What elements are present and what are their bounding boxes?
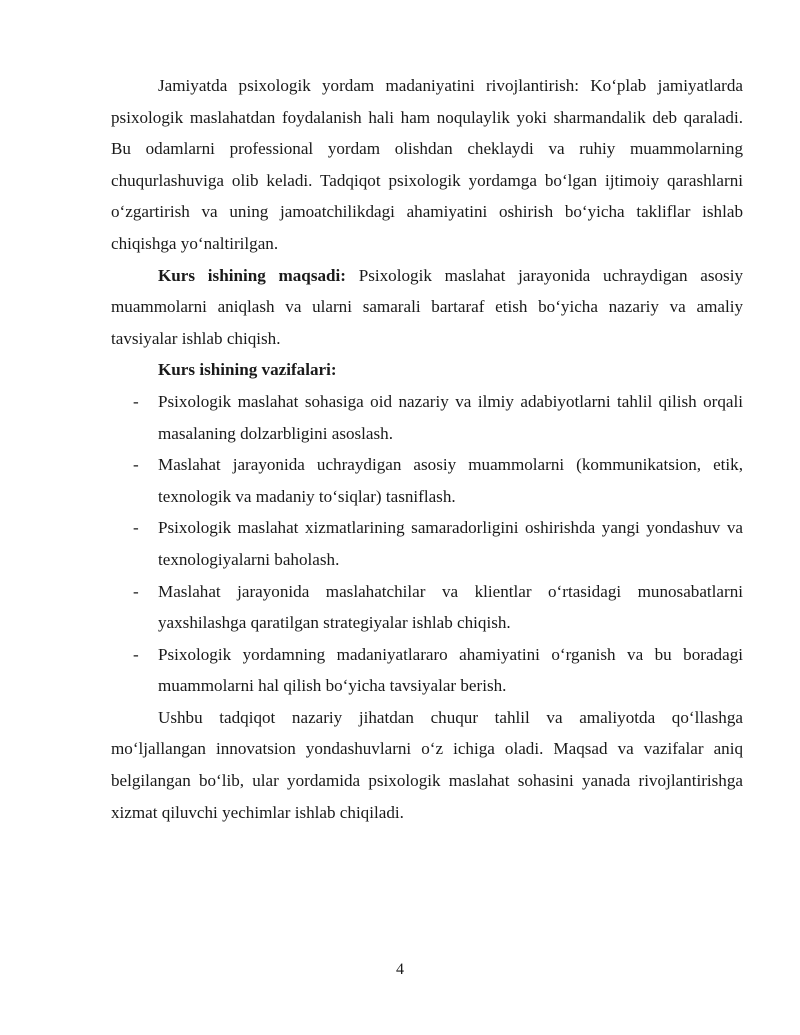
page-number: 4 [396,961,404,978]
list-item [111,639,743,702]
conclusion-paragraph: Ushbu tadqiqot nazariy jihatdan chuqur tahlil va amaliyotda qo‘llashga mo‘ljallangan innovatsion yondashuvlarni o‘z ichiga oladi. Maqsad va vazifalar aniq belgilangan bo‘lib, ular yordamida psixologik maslahat sohasini yanada rivojlantirishga xizmat qiluvchi yechimlar ishlab chiqiladi. [111,707,743,822]
tasks-heading: Kurs ishining vazifalari: [158,360,337,380]
list-bullet: - [133,518,139,538]
goal-label: Kurs ishining maqsadi: [158,265,346,285]
document-page [111,70,743,828]
goal-paragraph [111,260,743,355]
list-bullet: - [133,644,139,664]
task-text: Maslahat jarayonida maslahatchilar va klientlar o‘rtasidagi munosabatlarni yaxshilashga qaratilgan strategiyalar ishlab chiqish. [158,581,743,633]
list-item [111,449,743,512]
intro-paragraph: Jamiyatda psixologik yordam madaniyatini rivojlantirish: Ko‘plab jamiyatlarda psixologik maslahatdan foydalanish hali ham noqulaylik yoki sharmandalik deb qaraladi. Bu odamlarni professional yordam olishdan cheklaydi va ruhiy muammolarning chuqurlashuviga olib keladi. Tadqiqot psixologik yordamga bo‘lgan ijtimoiy qarashlarni o‘zgartirish va uning jamoatchilikdagi ahamiyatini oshirish bo‘yicha takliflar ishlab chiqishga yo‘naltirilgan. [111,76,743,253]
list-item [111,576,743,639]
tasks-list [111,386,743,702]
list-item [111,386,743,449]
task-text: Psixologik maslahat xizmatlarining samaradorligini oshirishda yangi yondashuv va texnologiyalarni baholash. [158,518,743,569]
goal-text: Psixologik maslahat jarayonida uchraydigan asosiy muammolarni aniqlash va ularni samarali bartaraf etish bo‘yicha nazariy va amaliy tavsiyalar ishlab chiqish. [111,265,743,348]
list-bullet: - [133,581,139,601]
task-text: Psixologik maslahat sohasiga oid nazariy va ilmiy adabiyotlarni tahlil qilish orqali masalaning dolzarbligini asoslash. [158,391,743,443]
task-text: Psixologik yordamning madaniyatlararo ahamiyatini o‘rganish va bu boradagi muammolarni hal qilish bo‘yicha tavsiyalar berish. [158,644,743,696]
list-bullet: - [133,455,139,475]
task-text: Maslahat jarayonida uchraydigan asosiy muammolarni (kommunikatsion, etik, texnologik va madaniy to‘siqlar) tasniflash. [158,455,743,506]
list-bullet: - [133,391,139,411]
list-item [111,512,743,575]
